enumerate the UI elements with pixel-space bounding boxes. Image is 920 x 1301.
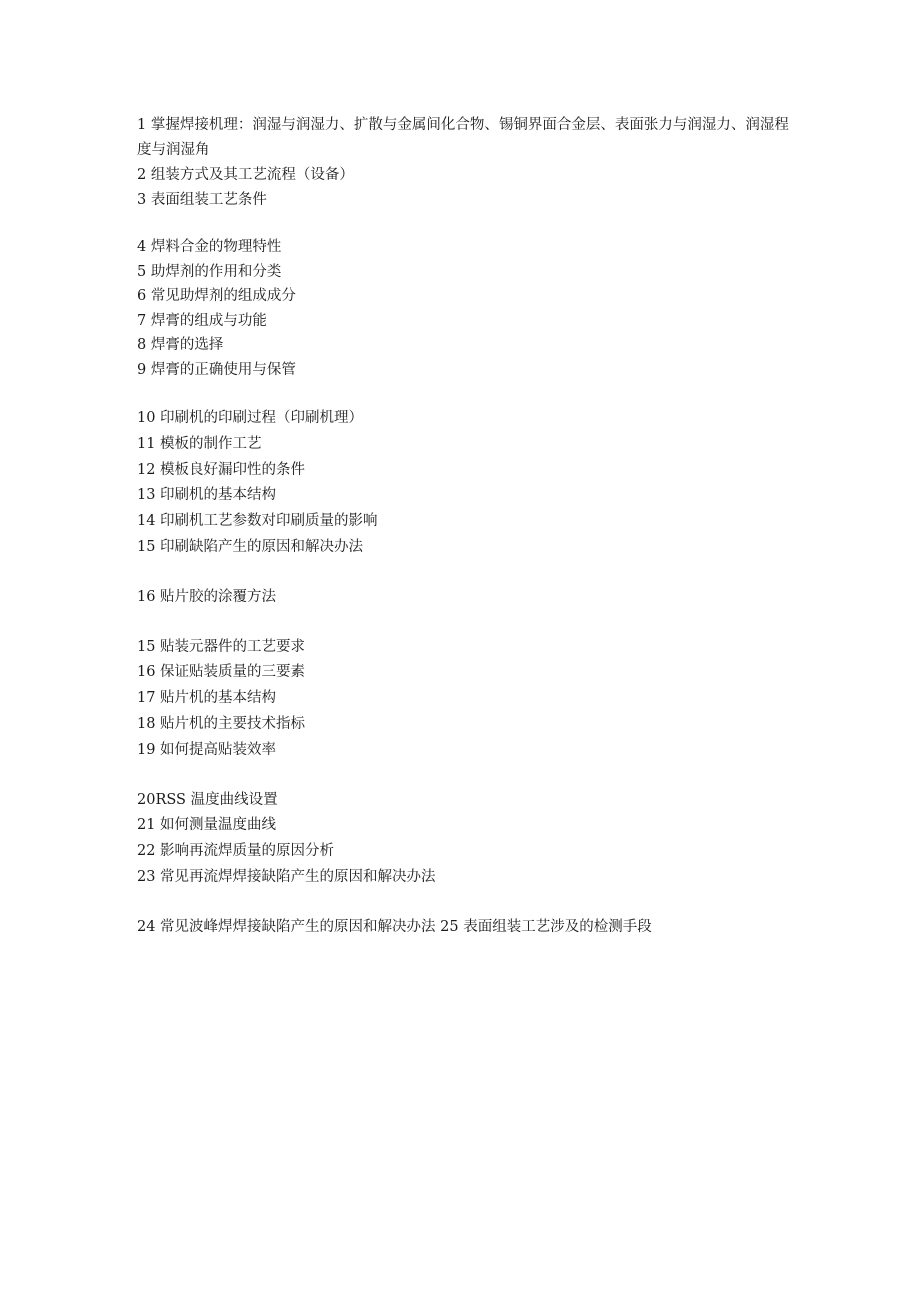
document-body bbox=[137, 113, 797, 941]
section-wave-soldering bbox=[137, 915, 797, 941]
section-welding-mechanism bbox=[137, 113, 797, 213]
section-printing bbox=[137, 406, 797, 561]
list-item: 15 印刷缺陷产生的原因和解决办法 bbox=[137, 538, 364, 555]
list-item: 23 常见再流焊焊接缺陷产生的原因和解决办法 bbox=[137, 868, 436, 885]
list-item: 15 贴装元器件的工艺要求 bbox=[137, 638, 306, 655]
list-item: 5 助焊剂的作用和分类 bbox=[137, 263, 282, 280]
section-reflow bbox=[137, 788, 797, 891]
list-item: 20RSS 温度曲线设置 bbox=[137, 791, 278, 808]
list-item: 11 模板的制作工艺 bbox=[137, 435, 262, 452]
list-item: 21 如何测量温度曲线 bbox=[137, 817, 277, 834]
list-item: 16 贴片胶的涂覆方法 bbox=[137, 588, 277, 605]
list-item: 14 印刷机工艺参数对印刷质量的影响 bbox=[137, 513, 378, 530]
section-adhesive bbox=[137, 585, 797, 611]
list-item: 17 贴片机的基本结构 bbox=[137, 690, 277, 707]
list-item: 19 如何提高贴装效率 bbox=[137, 741, 277, 758]
list-item: 8 焊膏的选择 bbox=[137, 337, 224, 353]
list-item: 7 焊膏的组成与功能 bbox=[137, 312, 267, 329]
list-item: 12 模板良好漏印性的条件 bbox=[137, 461, 306, 478]
section-placement bbox=[137, 635, 797, 764]
list-item: 16 保证贴装质量的三要素 bbox=[137, 664, 306, 681]
list-item: 9 焊膏的正确使用与保管 bbox=[137, 361, 296, 378]
list-item: 1 掌握焊接机理：润湿与润湿力、扩散与金属间化合物、锡铜界面合金层、表面张力与润湿力、润湿程度与润湿角 bbox=[137, 117, 789, 158]
list-item: 18 贴片机的主要技术指标 bbox=[137, 715, 306, 732]
list-item: 22 影响再流焊质量的原因分析 bbox=[137, 843, 335, 860]
list-item: 13 印刷机的基本结构 bbox=[137, 487, 277, 504]
list-item: 4 焊料合金的物理特性 bbox=[137, 239, 282, 255]
section-solder-materials bbox=[137, 235, 797, 382]
list-item: 6 常见助焊剂的组成成分 bbox=[137, 288, 296, 304]
list-item: 3 表面组装工艺条件 bbox=[137, 192, 267, 208]
list-item: 10 印刷机的印刷过程（印刷机理） bbox=[137, 410, 364, 426]
list-item: 24 常见波峰焊焊接缺陷产生的原因和解决办法 25 表面组装工艺涉及的检测手段 bbox=[137, 918, 652, 935]
list-item: 2 组装方式及其工艺流程（设备） bbox=[137, 167, 354, 183]
